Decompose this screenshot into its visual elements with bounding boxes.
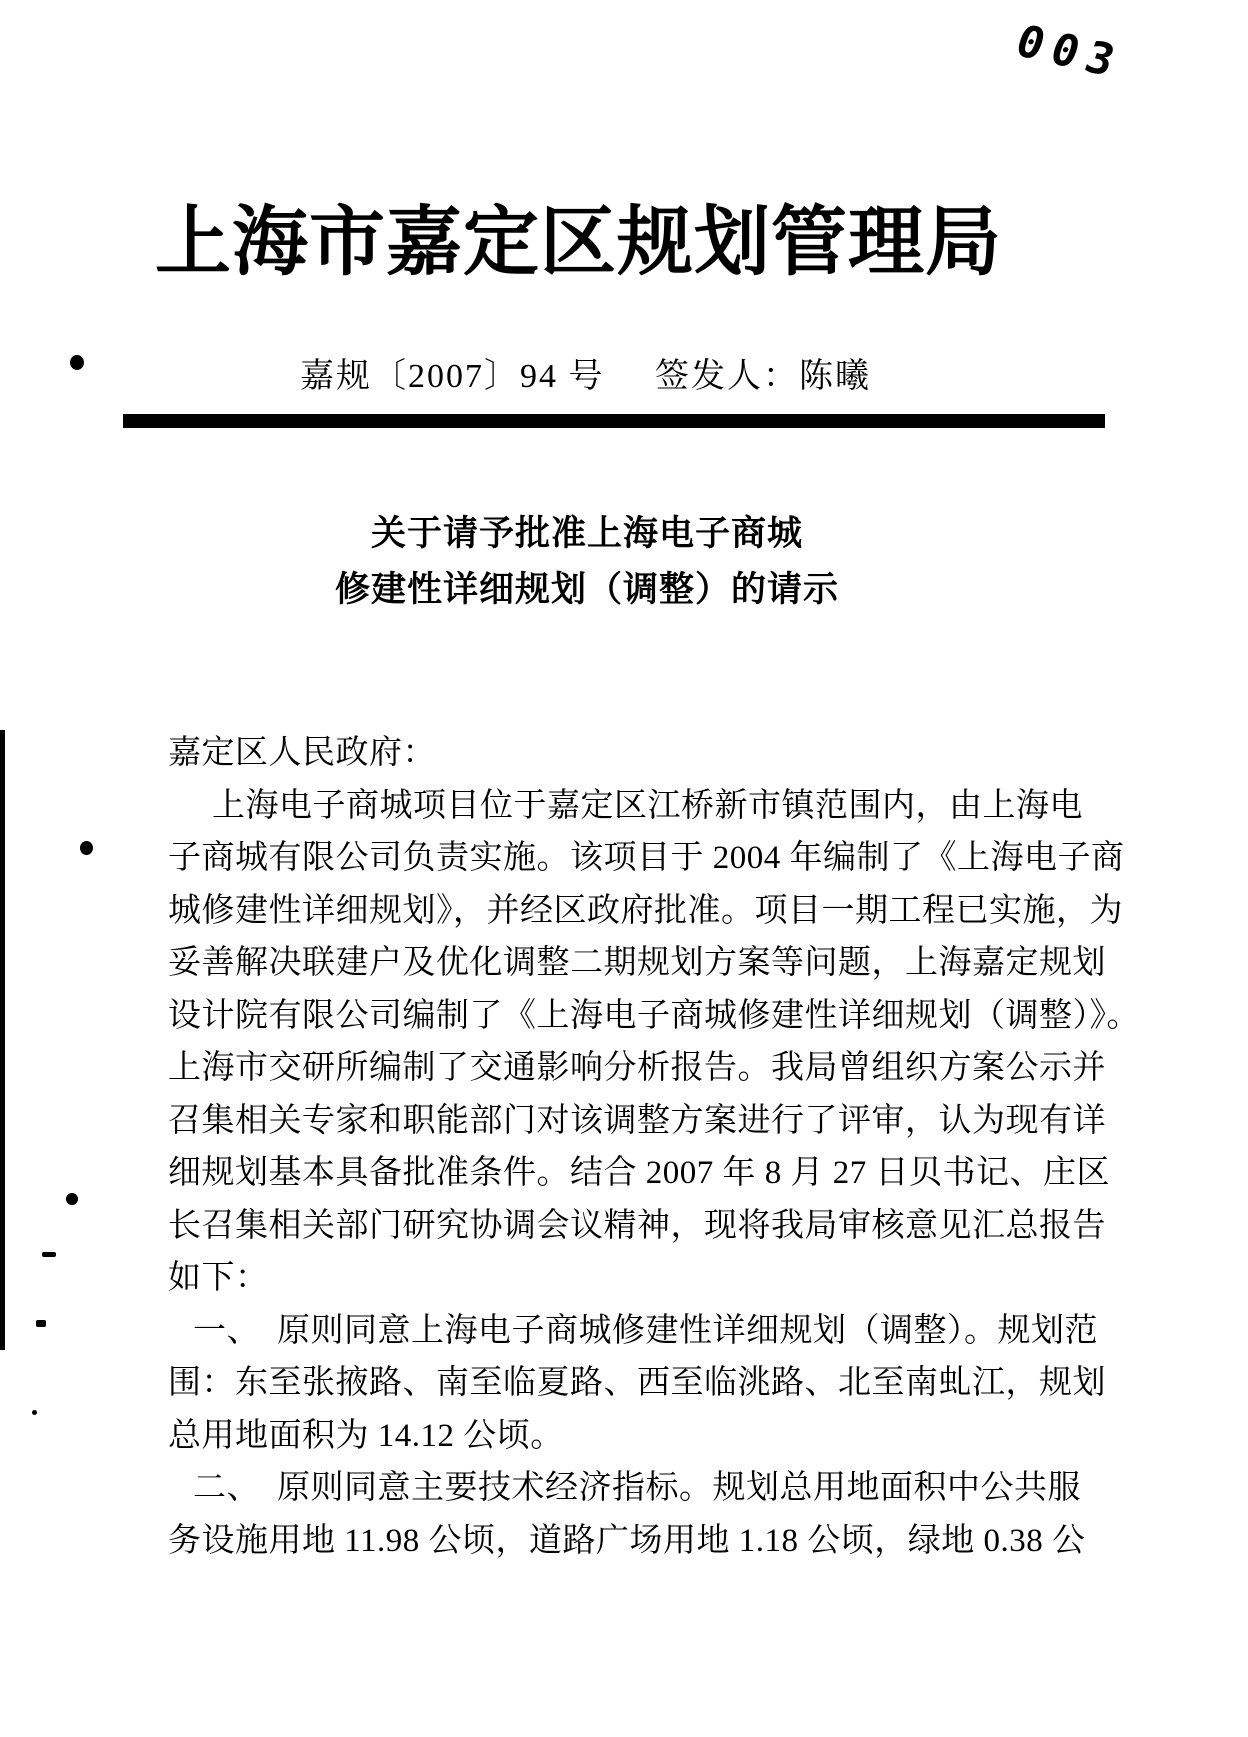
scan-edge-strip: [0, 730, 5, 1350]
body-line: 总用地面积为 14.12 公顷。: [168, 1417, 564, 1454]
body-line: 子商城有限公司负责实施。该项目于 2004 年编制了《上海电子商: [168, 840, 1125, 876]
body-line: 务设施用地 11.98 公顷，道路广场用地 1.18 公顷，绿地 0.38 公: [168, 1522, 1086, 1559]
agency-masthead: 上海市嘉定区规划管理局: [155, 197, 1002, 286]
subject-title: [0, 506, 1174, 618]
body-line: 二、 原则同意主要技术经济指标。规划总用地面积中公共服: [193, 1470, 1081, 1506]
header-divider-rule: [123, 414, 1105, 428]
scan-artifact-dot: [66, 1193, 78, 1205]
body-line: 长召集相关部门研究协调会议精神，现将我局审核意见汇总报告: [168, 1207, 1106, 1244]
body-text: [168, 727, 1140, 1567]
scan-artifact-dash: [42, 1252, 56, 1257]
body-line: 召集相关专家和职能部门对该调整方案进行了评审，认为现有详: [168, 1102, 1106, 1139]
scan-artifact-dot: [32, 1410, 37, 1415]
body-line: 上海电子商城项目位于嘉定区江桥新市镇范围内，由上海电: [212, 787, 1083, 824]
document-number: 嘉规〔2007〕94 号: [300, 358, 605, 395]
body-line: 上海市交研所编制了交通影响分析报告。我局曾组织方案公示并: [168, 1050, 1106, 1086]
scan-artifact-tick: [36, 1320, 46, 1327]
signer-name: 陈曦: [799, 358, 871, 395]
subject-title-line1: 关于请予批准上海电子商城: [370, 514, 803, 554]
body-line: 妥善解决联建户及优化调整二期规划方案等问题，上海嘉定规划: [168, 945, 1106, 981]
scan-artifact-dot: [70, 355, 84, 370]
page-number-stamp: 003: [1009, 16, 1130, 89]
body-line: 设计院有限公司编制了《上海电子商城修建性详细规划（调整）》。: [168, 997, 1140, 1034]
body-line: 嘉定区人民政府：: [168, 735, 436, 771]
doc-number-row: [0, 348, 1248, 395]
scan-artifact-dot: [80, 841, 93, 855]
subject-title-line2: 修建性详细规划（调整）的请示: [334, 570, 839, 610]
signer: [655, 348, 871, 397]
signer-label: 签发人：: [655, 358, 799, 395]
body-line: 如下：: [168, 1260, 269, 1296]
body-line: 一、 原则同意上海电子商城修建性详细规划（调整）。规划范: [193, 1312, 1098, 1349]
body-line: 细规划基本具备批准条件。结合 2007 年 8 月 27 日贝书记、庄区: [168, 1155, 1110, 1191]
body-line: 围：东至张掖路、南至临夏路、西至临洮路、北至南虬江，规划: [168, 1365, 1106, 1401]
body-line: 城修建性详细规划》，并经区政府批准。项目一期工程已实施，为: [168, 892, 1123, 929]
